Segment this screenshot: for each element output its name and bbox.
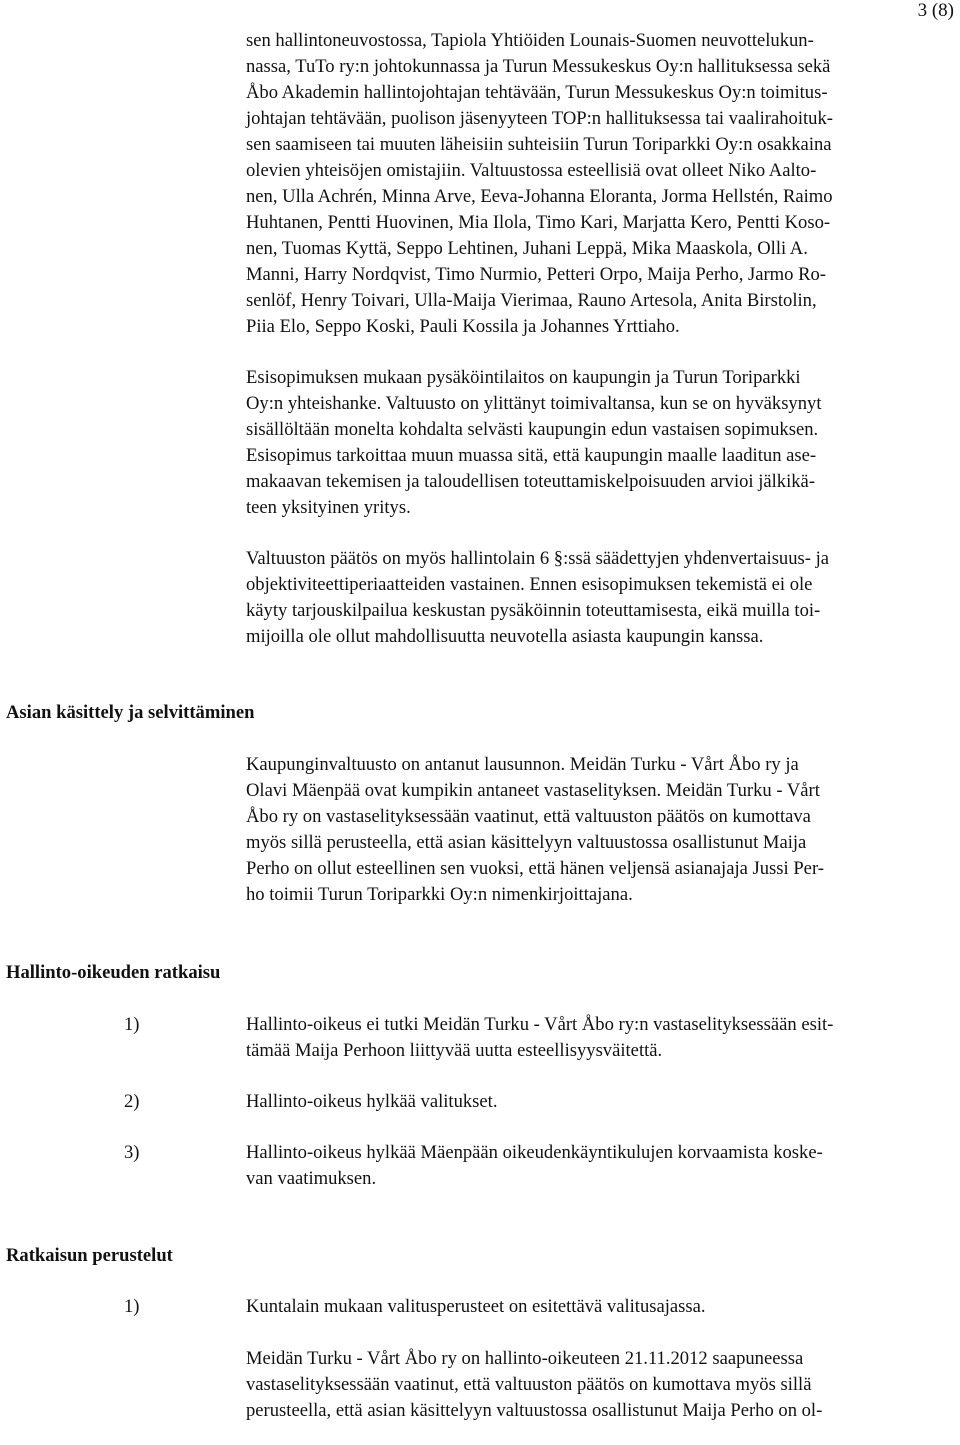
text-line: Kuntalain mukaan valitusperusteet on esitettävä valitusajassa. — [246, 1296, 706, 1317]
text-line: myös sillä perusteella, että asian käsittelyyn valtuustossa osallistunut Maija — [246, 832, 807, 853]
text-line: johtajan tehtävään, puolison jäsenyyteen TOP:n hallituksessa tai vaalirahoituk- — [246, 108, 833, 129]
text-line: Hallinto-oikeus ei tutki Meidän Turku - Vårt Åbo ry:n vastaselityksessään esit- — [246, 1014, 834, 1035]
text-line: Esisopimuksen mukaan pysäköintilaitos on kaupungin ja Turun Toriparkki — [246, 367, 801, 388]
text-line: käyty tarjouskilpailua keskustan pysäköinnin toteuttamisesta, eikä muilla toi- — [246, 600, 821, 621]
text-line: sisällöltään monelta kohdalta selvästi kaupungin edun vastaisen sopimuksen. — [246, 419, 819, 440]
text-line: sen hallintoneuvostossa, Tapiola Yhtiöiden Lounais-Suomen neuvottelukun- — [246, 30, 814, 51]
text-line: Olavi Mäenpää ovat kumpikin antaneet vastaselityksen. Meidän Turku - Vårt — [246, 780, 820, 801]
section-heading-perustelut: Ratkaisun perustelut — [6, 1245, 173, 1266]
text-line: Perho on ollut esteellinen sen vuoksi, että hänen veljensä asianajaja Jussi Per- — [246, 858, 824, 879]
text-line: nassa, TuTo ry:n johtokunnassa ja Turun Messukeskus Oy:n hallituksessa sekä — [246, 56, 831, 77]
text-line: Åbo ry on vastaselityksessään vaatinut, että valtuuston päätös on kumottava — [246, 806, 811, 827]
section-heading-asian-kasittely: Asian käsittely ja selvittäminen — [6, 702, 255, 723]
item-number: 1) — [124, 1296, 140, 1317]
text-line: perusteella, että asian käsittelyyn valtuustossa osallistunut Maija Perho on ol- — [246, 1400, 823, 1421]
text-line: senlöf, Henry Toivari, Ulla-Maija Vierimaa, Rauno Artesola, Anita Birstolin, — [246, 290, 817, 311]
text-line: ho toimii Turun Toriparkki Oy:n nimenkirjoittajana. — [246, 884, 633, 905]
text-line: Huhtanen, Pentti Huovinen, Mia Ilola, Timo Kari, Marjatta Kero, Pentti Koso- — [246, 212, 831, 233]
text-line: makaavan tekemisen ja taloudellisen toteuttamiskelpoisuuden arvioi jälkikä- — [246, 471, 816, 492]
text-line: vastaselityksessään vaatinut, että valtuuston päätös on kumottava myös sillä — [246, 1374, 812, 1395]
text-line: van vaatimuksen. — [246, 1168, 377, 1189]
text-line: Piia Elo, Seppo Koski, Pauli Kossila ja Johannes Yrttiaho. — [246, 316, 680, 337]
text-line: Kaupunginvaltuusto on antanut lausunnon. Meidän Turku - Vårt Åbo ry ja — [246, 754, 799, 775]
text-line: Meidän Turku - Vårt Åbo ry on hallinto-oikeuteen 21.11.2012 saapuneessa — [246, 1348, 804, 1369]
text-line: nen, Ulla Achrén, Minna Arve, Eeva-Johanna Eloranta, Jorma Hellstén, Raimo — [246, 186, 833, 207]
text-line: nen, Tuomas Kyttä, Seppo Lehtinen, Juhani Leppä, Mika Maaskola, Olli A. — [246, 238, 808, 259]
text-line: tämää Maija Perhoon liittyvää uutta esteellisyysväitettä. — [246, 1040, 663, 1061]
section-heading-ratkaisu: Hallinto-oikeuden ratkaisu — [6, 962, 221, 983]
text-line: objektiviteettiperiaatteiden vastainen. Ennen esisopimuksen tekemistä ei ole — [246, 574, 813, 595]
page-number: 3 (8) — [917, 0, 954, 21]
text-line: Oy:n yhteishanke. Valtuusto on ylittänyt toimivaltansa, kun se on hyväksynyt — [246, 393, 822, 414]
text-line: Hallinto-oikeus hylkää Mäenpään oikeudenkäyntikulujen korvaamista koske- — [246, 1142, 823, 1163]
text-line: Hallinto-oikeus hylkää valitukset. — [246, 1091, 498, 1112]
text-line: mijoilla ole ollut mahdollisuutta neuvotella asiasta kaupungin kanssa. — [246, 626, 764, 647]
text-line: Valtuuston päätös on myös hallintolain 6 §:ssä säädettyjen yhdenvertaisuus- ja — [246, 548, 830, 569]
text-line: Esisopimus tarkoittaa muun muassa sitä, että kaupungin maalle laaditun ase- — [246, 445, 817, 466]
text-line: olevien yhteisöjen omistajiin. Valtuustossa esteellisiä ovat olleet Niko Aalto- — [246, 160, 817, 181]
text-line: Manni, Harry Nordqvist, Timo Nurmio, Petteri Orpo, Maija Perho, Jarmo Ro- — [246, 264, 826, 285]
item-number: 1) — [124, 1014, 140, 1035]
text-line: sen saamiseen tai muuten läheisiin suhteisiin Turun Toriparkki Oy:n osakkaina — [246, 134, 832, 155]
item-number: 3) — [124, 1142, 140, 1163]
item-number: 2) — [124, 1091, 140, 1112]
text-line: teen yksityinen yritys. — [246, 497, 411, 518]
text-line: Åbo Akademin hallintojohtajan tehtävään, Turun Messukeskus Oy:n toimitus- — [246, 82, 828, 103]
